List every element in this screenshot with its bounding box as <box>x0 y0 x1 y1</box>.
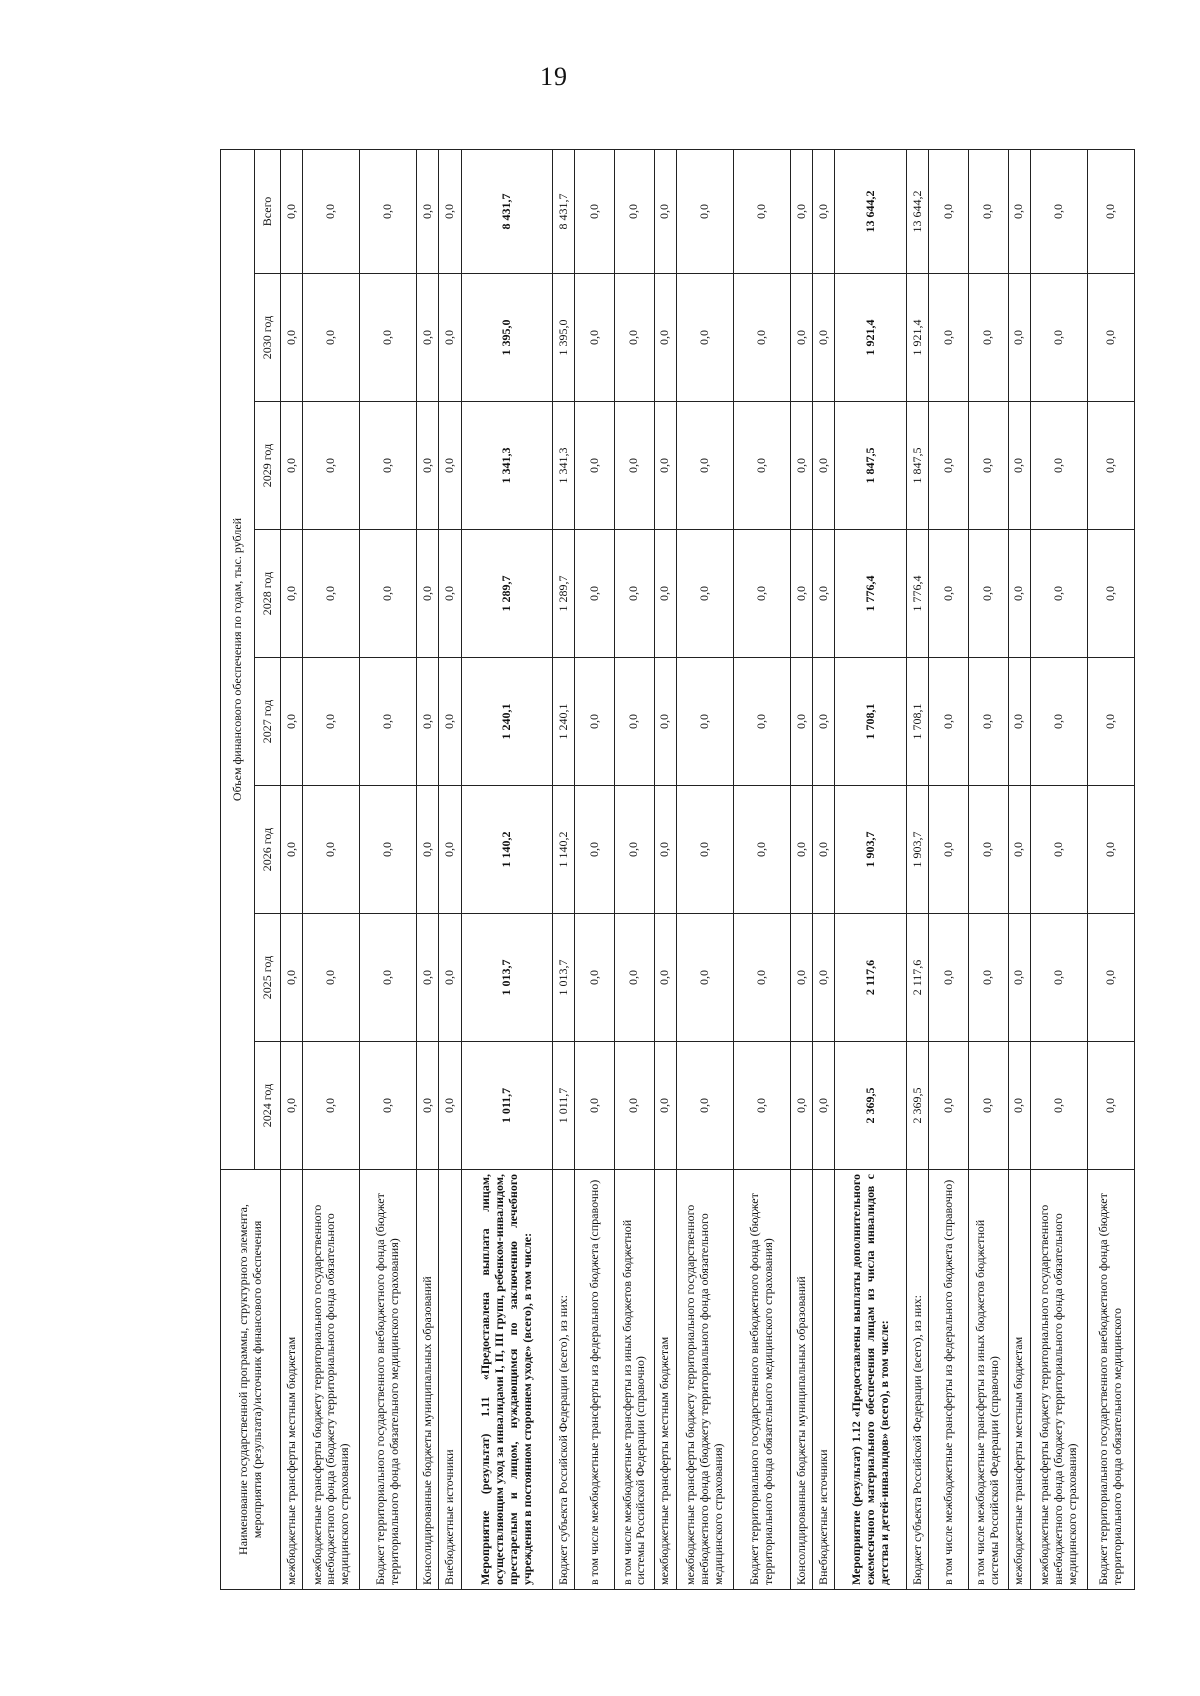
row-year-value: 0,0 <box>1087 786 1134 914</box>
row-year-value: 0,0 <box>929 274 969 402</box>
table-row <box>281 149 303 1589</box>
row-year-value: 0,0 <box>417 402 439 530</box>
row-year-value: 0,0 <box>281 530 303 658</box>
table-row <box>360 149 417 1589</box>
row-year-value: 1 240,1 <box>461 658 553 786</box>
row-year-value: 0,0 <box>733 658 790 786</box>
row-year-value: 0,0 <box>303 530 360 658</box>
row-total-value: 13 644,2 <box>835 149 907 273</box>
row-total-value: 0,0 <box>303 149 360 273</box>
row-year-value: 0,0 <box>676 1042 733 1170</box>
table-row <box>968 149 1008 1589</box>
row-source-name: в том числе межбюджетные трансферты из федерального бюджета (справочно) <box>575 1170 615 1590</box>
row-year-value: 0,0 <box>676 530 733 658</box>
row-year-value: 0,0 <box>575 658 615 786</box>
row-year-value: 0,0 <box>417 786 439 914</box>
row-year-value: 0,0 <box>615 1042 655 1170</box>
row-year-value: 2 117,6 <box>907 914 929 1042</box>
table-row <box>303 149 360 1589</box>
header-group-label: Объем финансового обеспечения по годам, тыс. рублей <box>221 149 255 1169</box>
row-year-value: 0,0 <box>929 786 969 914</box>
row-source-name: межбюджетные трансферты бюджету территориального государственного внебюджетного фонда (бюджету территориального фонда обязательного медицинского страхования) <box>676 1170 733 1590</box>
row-total-value: 0,0 <box>1087 149 1134 273</box>
table-row <box>417 149 439 1589</box>
row-year-value: 1 903,7 <box>907 786 929 914</box>
row-year-value: 0,0 <box>360 1042 417 1170</box>
row-year-value: 1 921,4 <box>835 274 907 402</box>
row-total-value: 0,0 <box>417 149 439 273</box>
row-source-name: межбюджетные трансферты местным бюджетам <box>281 1170 303 1590</box>
row-year-value: 0,0 <box>1008 402 1030 530</box>
row-year-value: 0,0 <box>654 658 676 786</box>
row-total-value: 0,0 <box>1030 149 1087 273</box>
row-year-value: 0,0 <box>968 786 1008 914</box>
header-year-1: 2024 год <box>255 1042 281 1170</box>
row-year-value: 1 240,1 <box>553 658 575 786</box>
row-year-value: 1 013,7 <box>553 914 575 1042</box>
row-source-name: межбюджетные трансферты местным бюджетам <box>654 1170 676 1590</box>
row-year-value: 1 921,4 <box>907 274 929 402</box>
row-year-value: 0,0 <box>575 914 615 1042</box>
row-year-value: 0,0 <box>417 274 439 402</box>
row-year-value: 0,0 <box>929 1042 969 1170</box>
row-year-value: 0,0 <box>281 914 303 1042</box>
row-year-value: 0,0 <box>439 658 461 786</box>
row-total-value: 8 431,7 <box>461 149 553 273</box>
row-year-value: 0,0 <box>439 530 461 658</box>
row-year-value: 0,0 <box>968 530 1008 658</box>
row-year-value: 1 341,3 <box>553 402 575 530</box>
header-name-column: Наименование государственной программы, структурного элемента, мероприятия (результата)/источник финансового обеспечения <box>221 1170 281 1590</box>
row-year-value: 0,0 <box>733 402 790 530</box>
row-year-value: 1 395,0 <box>461 274 553 402</box>
row-year-value: 0,0 <box>1030 1042 1087 1170</box>
row-year-value: 0,0 <box>360 530 417 658</box>
table-row <box>1087 149 1134 1589</box>
table-header <box>221 149 281 1589</box>
row-year-value: 1 011,7 <box>461 1042 553 1170</box>
row-year-value: 0,0 <box>654 274 676 402</box>
row-year-value: 0,0 <box>281 786 303 914</box>
row-year-value: 0,0 <box>813 274 835 402</box>
row-year-value: 0,0 <box>813 658 835 786</box>
row-year-value: 0,0 <box>929 402 969 530</box>
row-year-value: 0,0 <box>813 402 835 530</box>
row-year-value: 0,0 <box>813 530 835 658</box>
row-year-value: 0,0 <box>615 274 655 402</box>
row-source-name: межбюджетные трансферты бюджету территориального государственного внебюджетного фонда (бюджету территориального фонда обязательного медицинского страхования) <box>1030 1170 1087 1590</box>
row-source-name: Бюджет территориального государственного внебюджетного фонда (бюджет территориального фонда обязательного медицинского <box>1087 1170 1134 1590</box>
row-year-value: 0,0 <box>575 274 615 402</box>
row-year-value: 0,0 <box>615 658 655 786</box>
row-year-value: 0,0 <box>968 1042 1008 1170</box>
table-row <box>929 149 969 1589</box>
row-year-value: 2 369,5 <box>907 1042 929 1170</box>
row-year-value: 0,0 <box>790 402 812 530</box>
row-year-value: 0,0 <box>1030 274 1087 402</box>
row-year-value: 0,0 <box>1008 530 1030 658</box>
row-year-value: 0,0 <box>303 1042 360 1170</box>
row-source-name: Внебюджетные источники <box>813 1170 835 1590</box>
row-year-value: 0,0 <box>1008 786 1030 914</box>
row-total-value: 0,0 <box>281 149 303 273</box>
row-source-name: Бюджет субъекта Российской Федерации (всего), из них: <box>907 1170 929 1590</box>
table-body <box>281 149 1135 1589</box>
row-year-value: 0,0 <box>360 914 417 1042</box>
header-year-6: 2029 год <box>255 402 281 530</box>
row-source-name: в том числе межбюджетные трансферты из федерального бюджета (справочно) <box>929 1170 969 1590</box>
table-row <box>654 149 676 1589</box>
row-year-value: 0,0 <box>654 914 676 1042</box>
table-row <box>439 149 461 1589</box>
row-total-value: 8 431,7 <box>553 149 575 273</box>
row-year-value: 0,0 <box>733 914 790 1042</box>
row-year-value: 0,0 <box>654 402 676 530</box>
row-year-value: 1 289,7 <box>461 530 553 658</box>
table-row <box>1030 149 1087 1589</box>
budget-table <box>220 149 1135 1590</box>
row-year-value: 0,0 <box>968 402 1008 530</box>
row-source-name: межбюджетные трансферты местным бюджетам <box>1008 1170 1030 1590</box>
row-year-value: 0,0 <box>575 402 615 530</box>
table-row <box>733 149 790 1589</box>
row-year-value: 0,0 <box>360 274 417 402</box>
row-total-value: 0,0 <box>654 149 676 273</box>
row-year-value: 0,0 <box>676 274 733 402</box>
row-year-value: 0,0 <box>615 402 655 530</box>
row-year-value: 0,0 <box>1008 658 1030 786</box>
row-year-value: 0,0 <box>303 402 360 530</box>
table-row <box>907 149 929 1589</box>
row-year-value: 0,0 <box>1087 274 1134 402</box>
row-year-value: 0,0 <box>676 786 733 914</box>
header-year-8: Всего <box>255 149 281 273</box>
row-year-value: 0,0 <box>929 530 969 658</box>
row-year-value: 0,0 <box>281 402 303 530</box>
row-year-value: 0,0 <box>1087 402 1134 530</box>
table-row <box>615 149 655 1589</box>
header-year-4: 2027 год <box>255 658 281 786</box>
row-year-value: 0,0 <box>790 914 812 1042</box>
row-year-value: 0,0 <box>790 530 812 658</box>
row-year-value: 0,0 <box>968 658 1008 786</box>
row-year-value: 0,0 <box>303 914 360 1042</box>
table-row-activity <box>835 149 907 1589</box>
row-source-name: Бюджет территориального государственного внебюджетного фонда (бюджет территориального фонда обязательного медицинского страхования) <box>360 1170 417 1590</box>
row-year-value: 0,0 <box>929 914 969 1042</box>
row-year-value: 0,0 <box>733 530 790 658</box>
table-row <box>1008 149 1030 1589</box>
row-year-value: 0,0 <box>439 786 461 914</box>
row-year-value: 0,0 <box>360 402 417 530</box>
header-year-3: 2026 год <box>255 786 281 914</box>
page-number: 19 <box>540 62 568 91</box>
row-year-value: 0,0 <box>968 274 1008 402</box>
row-year-value: 0,0 <box>1008 914 1030 1042</box>
row-total-value: 0,0 <box>733 149 790 273</box>
row-year-value: 2 117,6 <box>835 914 907 1042</box>
row-year-value: 0,0 <box>1008 274 1030 402</box>
row-total-value: 0,0 <box>929 149 969 273</box>
row-year-value: 0,0 <box>360 658 417 786</box>
row-year-value: 0,0 <box>575 1042 615 1170</box>
row-year-value: 1 903,7 <box>835 786 907 914</box>
row-source-name: в том числе межбюджетные трансферты из иных бюджетов бюджетной системы Российской Федерации (справочно) <box>968 1170 1008 1590</box>
row-source-name: Мероприятие (результат) 1.11 «Предоставлена выплата лицам, осуществляющим уход за инвалидами I, II, III групп, ребенком-инвалидом, престарелым и лицом, нуждающимся по заключению лечебного учреждения в постоянном стороннем уходе» (всего), в том числе: <box>461 1170 553 1590</box>
row-year-value: 0,0 <box>790 786 812 914</box>
row-total-value: 0,0 <box>790 149 812 273</box>
row-year-value: 1 708,1 <box>907 658 929 786</box>
row-source-name: Внебюджетные источники <box>439 1170 461 1590</box>
rotated-table-container <box>220 150 1135 1590</box>
row-total-value: 0,0 <box>439 149 461 273</box>
row-year-value: 0,0 <box>281 1042 303 1170</box>
table-row <box>813 149 835 1589</box>
row-year-value: 0,0 <box>1008 1042 1030 1170</box>
row-year-value: 1 708,1 <box>835 658 907 786</box>
row-year-value: 0,0 <box>417 530 439 658</box>
row-year-value: 0,0 <box>417 1042 439 1170</box>
row-total-value: 0,0 <box>968 149 1008 273</box>
row-year-value: 0,0 <box>790 1042 812 1170</box>
table-row <box>676 149 733 1589</box>
header-year-7: 2030 год <box>255 274 281 402</box>
row-year-value: 0,0 <box>654 786 676 914</box>
row-year-value: 1 140,2 <box>553 786 575 914</box>
row-year-value: 0,0 <box>813 914 835 1042</box>
row-year-value: 0,0 <box>615 914 655 1042</box>
row-year-value: 0,0 <box>281 274 303 402</box>
row-year-value: 1 289,7 <box>553 530 575 658</box>
row-year-value: 0,0 <box>417 658 439 786</box>
row-total-value: 0,0 <box>676 149 733 273</box>
row-year-value: 0,0 <box>1030 658 1087 786</box>
row-year-value: 0,0 <box>654 530 676 658</box>
row-year-value: 1 140,2 <box>461 786 553 914</box>
header-year-5: 2028 год <box>255 530 281 658</box>
row-year-value: 1 847,5 <box>835 402 907 530</box>
row-year-value: 1 341,3 <box>461 402 553 530</box>
row-year-value: 0,0 <box>1087 530 1134 658</box>
row-year-value: 0,0 <box>439 914 461 1042</box>
row-total-value: 0,0 <box>1008 149 1030 273</box>
header-year-2: 2025 год <box>255 914 281 1042</box>
row-source-name: Консолидированные бюджеты муниципальных образований <box>417 1170 439 1590</box>
row-year-value: 1 013,7 <box>461 914 553 1042</box>
table-row <box>790 149 812 1589</box>
row-source-name: Бюджет субъекта Российской Федерации (всего), из них: <box>553 1170 575 1590</box>
row-year-value: 0,0 <box>733 786 790 914</box>
table-row <box>575 149 615 1589</box>
row-year-value: 1 776,4 <box>907 530 929 658</box>
row-source-name: межбюджетные трансферты бюджету территориального государственного внебюджетного фонда (бюджету территориального фонда обязательного медицинского страхования) <box>303 1170 360 1590</box>
row-year-value: 0,0 <box>1087 658 1134 786</box>
row-year-value: 0,0 <box>733 274 790 402</box>
row-total-value: 0,0 <box>615 149 655 273</box>
row-year-value: 1 776,4 <box>835 530 907 658</box>
row-year-value: 0,0 <box>968 914 1008 1042</box>
row-year-value: 0,0 <box>929 658 969 786</box>
row-year-value: 0,0 <box>790 274 812 402</box>
row-year-value: 0,0 <box>1087 914 1134 1042</box>
row-year-value: 0,0 <box>733 1042 790 1170</box>
row-total-value: 13 644,2 <box>907 149 929 273</box>
row-year-value: 0,0 <box>575 530 615 658</box>
row-year-value: 0,0 <box>615 530 655 658</box>
row-source-name: Бюджет территориального государственного внебюджетного фонда (бюджет территориального фонда обязательного медицинского страхования) <box>733 1170 790 1590</box>
row-total-value: 0,0 <box>813 149 835 273</box>
row-year-value: 0,0 <box>676 402 733 530</box>
row-year-value: 0,0 <box>303 274 360 402</box>
row-year-value: 2 369,5 <box>835 1042 907 1170</box>
row-year-value: 1 011,7 <box>553 1042 575 1170</box>
row-year-value: 0,0 <box>615 786 655 914</box>
row-year-value: 0,0 <box>439 1042 461 1170</box>
row-year-value: 0,0 <box>676 658 733 786</box>
row-year-value: 0,0 <box>439 402 461 530</box>
row-year-value: 1 395,0 <box>553 274 575 402</box>
row-year-value: 0,0 <box>1030 914 1087 1042</box>
row-source-name: Мероприятие (результат) 1.12 «Предоставлены выплаты дополнительного ежемесячного материального обеспечения лицам из числа инвалидов с детства и детей-инвалидов» (всего), в том числе: <box>835 1170 907 1590</box>
row-year-value: 0,0 <box>1030 530 1087 658</box>
row-year-value: 0,0 <box>575 786 615 914</box>
row-year-value: 0,0 <box>676 914 733 1042</box>
row-year-value: 0,0 <box>654 1042 676 1170</box>
row-source-name: Консолидированные бюджеты муниципальных образований <box>790 1170 812 1590</box>
row-year-value: 0,0 <box>1030 786 1087 914</box>
row-total-value: 0,0 <box>360 149 417 273</box>
row-total-value: 0,0 <box>575 149 615 273</box>
row-year-value: 0,0 <box>360 786 417 914</box>
row-year-value: 0,0 <box>813 1042 835 1170</box>
row-year-value: 0,0 <box>790 658 812 786</box>
row-year-value: 0,0 <box>439 274 461 402</box>
row-year-value: 0,0 <box>303 658 360 786</box>
row-source-name: в том числе межбюджетные трансферты из иных бюджетов бюджетной системы Российской Федерации (справочно) <box>615 1170 655 1590</box>
table-row <box>553 149 575 1589</box>
row-year-value: 0,0 <box>417 914 439 1042</box>
row-year-value: 0,0 <box>281 658 303 786</box>
row-year-value: 0,0 <box>813 786 835 914</box>
row-year-value: 0,0 <box>1030 402 1087 530</box>
table-row-activity <box>461 149 553 1589</box>
row-year-value: 1 847,5 <box>907 402 929 530</box>
row-year-value: 0,0 <box>303 786 360 914</box>
row-year-value: 0,0 <box>1087 1042 1134 1170</box>
